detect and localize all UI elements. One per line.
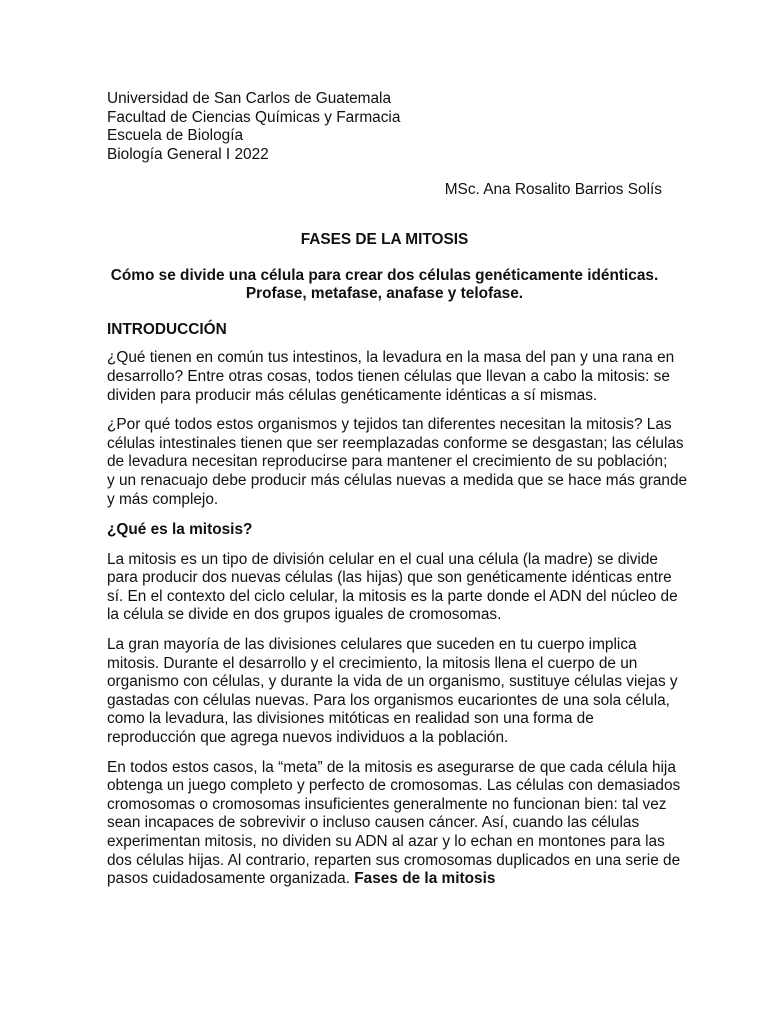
text-line: mitosis. Durante el desarrollo y el crecimiento, la mitosis llena el cuerpo de un	[107, 654, 638, 672]
course-name: Biología General I 2022	[107, 145, 269, 163]
text-line: obtenga un juego completo y perfecto de cromosomas. Las células con demasiados	[107, 777, 681, 795]
paragraph-what-2	[107, 636, 678, 748]
paragraph-intro-2	[107, 416, 688, 509]
section-heading-what-is-mitosis: ¿Qué es la mitosis?	[107, 521, 253, 539]
section-heading-introduction: INTRODUCCIÓN	[107, 320, 227, 338]
text-line: La mitosis es un tipo de división celular en el cual una célula (la madre) se divide	[107, 550, 658, 568]
document-subtitle	[107, 267, 662, 304]
author-name: MSc. Ana Rosalito Barrios Solís	[444, 181, 662, 199]
paragraph-what-1	[107, 550, 678, 625]
phases-link-text: Fases de la mitosis	[354, 870, 496, 888]
text-line: organismo con células, y durante la vida de un organismo, sustituye células viejas y	[107, 673, 678, 691]
text-line: dos células hijas. Al contrario, reparten sus cromosomas duplicados en una serie de	[107, 851, 681, 869]
university-name: Universidad de San Carlos de Guatemala	[107, 90, 392, 107]
text-line: células intestinales tienen que ser reemplazadas conforme se desgastan; las células	[107, 434, 684, 452]
text-line: como la levadura, las divisiones mitóticas en realidad son una forma de	[107, 710, 594, 728]
text-line: experimentan mitosis, no dividen su ADN al azar y lo echan en montones para las	[107, 833, 665, 850]
text-line: sí. En el contexto del ciclo celular, la mitosis es la parte donde el ADN del núcleo de	[107, 587, 678, 605]
text-line: ¿Qué tienen en común tus intestinos, la levadura en la masa del pan y una rana en	[107, 349, 675, 367]
text-line: ¿Por qué todos estos organismos y tejidos tan diferentes necesitan la mitosis? Las	[107, 416, 672, 434]
text-line: y un renacuajo debe producir más células nuevas a medida que se hace más grande	[107, 471, 688, 489]
text-line: para producir dos nuevas células (las hijas) que son genéticamente idénticas entre	[107, 569, 672, 587]
text-line: sean incapaces de sobrevivir o incluso causen cáncer. Así, cuando las células	[107, 814, 640, 832]
school-name: Escuela de Biología	[107, 127, 244, 145]
text-line: La gran mayoría de las divisiones celulares que suceden en tu cuerpo implica	[107, 636, 637, 654]
document-title: FASES DE LA MITOSIS	[300, 230, 469, 248]
document-page	[107, 90, 688, 889]
subtitle-line: Profase, metafase, anafase y telofase.	[245, 285, 524, 303]
text-line-run: pasos cuidadosamente organizada.	[107, 870, 355, 888]
text-line: gastadas con células nuevas. Para los organismos eucariontes de una sola célula,	[107, 691, 670, 709]
text-line: la célula se divide en dos grupos iguales de cromosomas.	[107, 606, 502, 624]
text-line: y más complejo.	[107, 490, 219, 508]
paragraph-intro-1	[107, 349, 675, 405]
faculty-name: Facultad de Ciencias Químicas y Farmacia	[107, 108, 401, 126]
paragraph-what-3	[107, 758, 681, 889]
subtitle-line: Cómo se divide una célula para crear dos células genéticamente idénticas.	[110, 266, 659, 284]
text-line	[107, 870, 662, 889]
document-header	[107, 90, 662, 164]
text-line: desarrollo? Entre otras cosas, todos tienen células que llevan a cabo la mitosis: se	[107, 367, 670, 385]
text-line: En todos estos casos, la “meta” de la mitosis es asegurarse de que cada célula hija	[107, 758, 676, 776]
text-line: cromosomas o cromosomas insuficientes generalmente no funcionan bien: tal vez	[107, 795, 667, 813]
text-line: dividen para producir más células genéticamente idénticas a sí mismas.	[107, 386, 598, 404]
text-line: reproducción que agrega nuevos individuos a la población.	[107, 729, 509, 747]
text-line: de levadura necesitan reproducirse para mantener el crecimiento de su población;	[107, 453, 668, 471]
